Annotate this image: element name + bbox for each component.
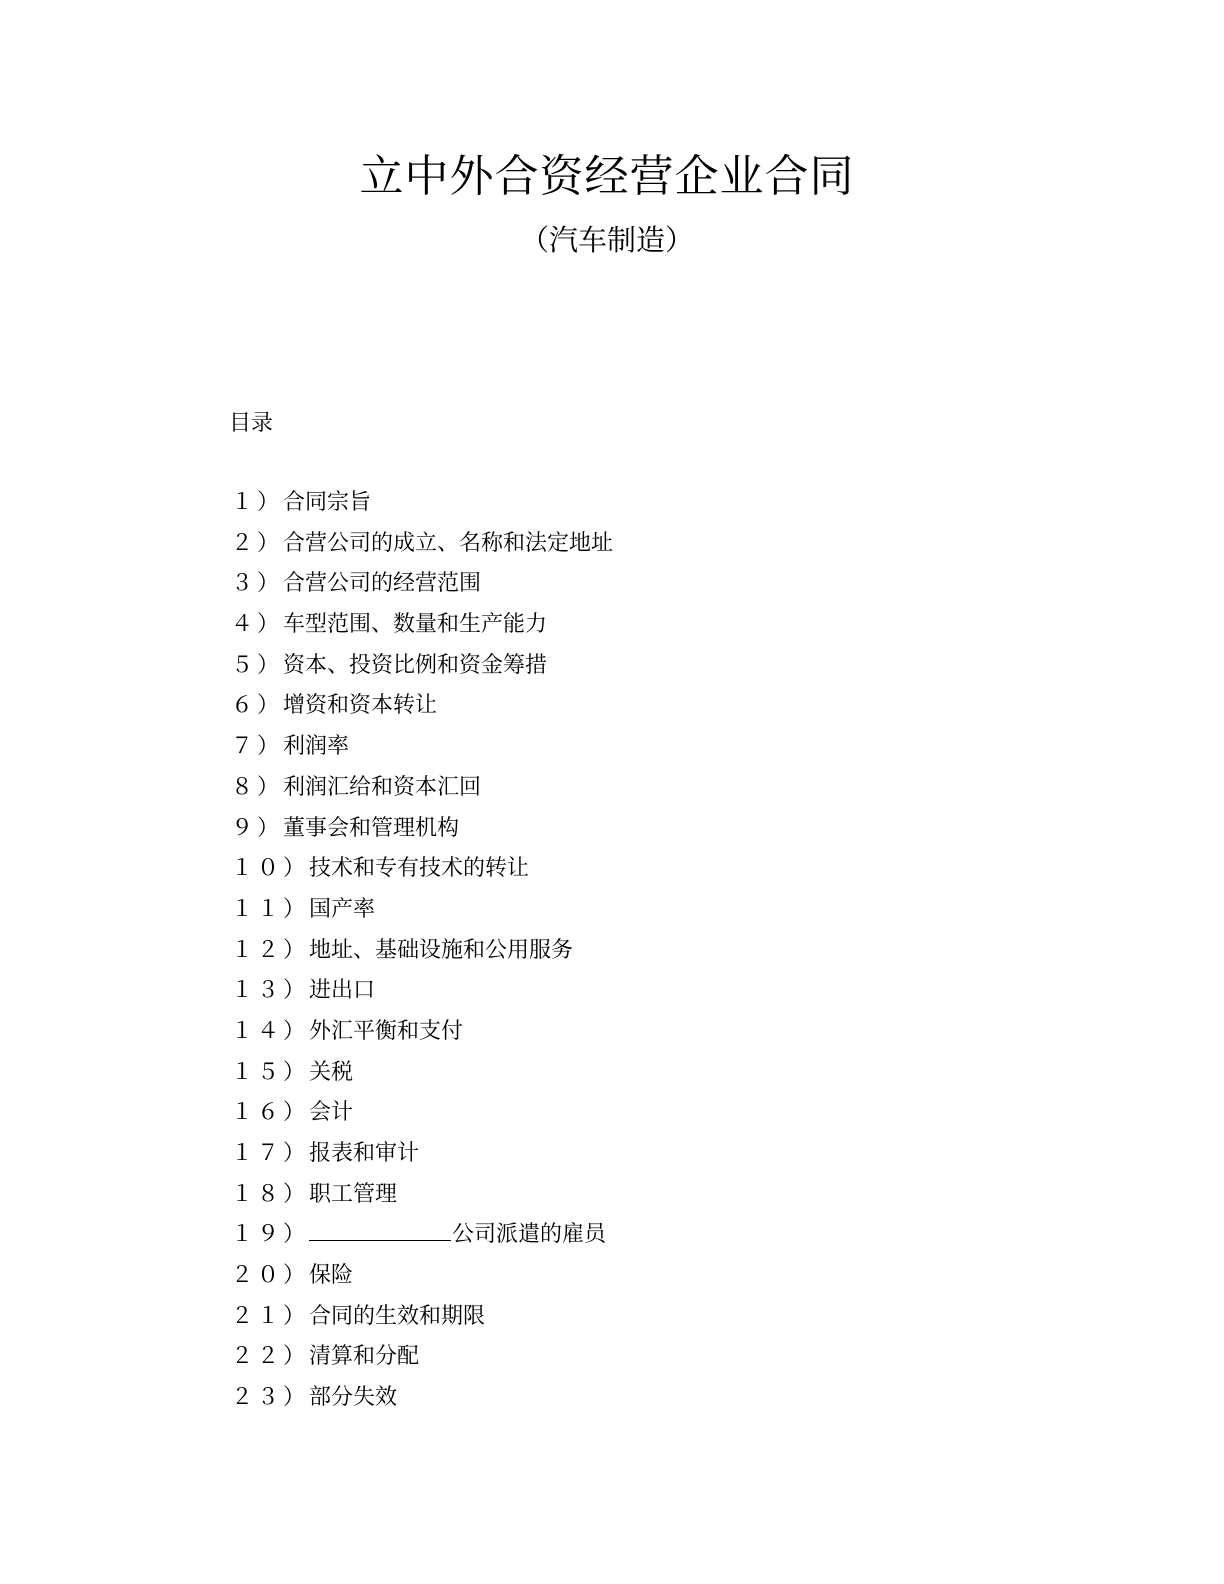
toc-item-number: ２１） xyxy=(231,1303,310,1329)
toc-item-label: 部分失效 xyxy=(309,1385,398,1411)
toc-item-number: １２） xyxy=(231,937,310,963)
toc-item xyxy=(231,529,613,570)
toc-item-label: 进出口 xyxy=(309,978,376,1004)
toc-item xyxy=(231,732,613,773)
toc-item xyxy=(231,814,613,855)
toc-item xyxy=(231,1180,613,1221)
toc-item xyxy=(231,1017,613,1058)
toc-item-label: 地址、基础设施和公用服务 xyxy=(309,937,574,963)
toc-item-label: 国产率 xyxy=(309,896,376,922)
toc-item xyxy=(231,1261,613,1302)
toc-item-label: 技术和专有技术的转让 xyxy=(309,856,530,882)
toc-item xyxy=(231,1139,613,1180)
toc-item-label: 关税 xyxy=(309,1059,354,1085)
toc-item-number: １４） xyxy=(231,1018,310,1044)
toc-item-number: ２） xyxy=(231,530,284,556)
toc-heading: 目录 xyxy=(229,411,274,436)
toc-item xyxy=(231,773,613,814)
toc-item xyxy=(231,1342,613,1383)
toc-item-number: ８） xyxy=(231,774,284,800)
toc-item-label: 报表和审计 xyxy=(309,1141,420,1166)
toc-item-number: １７） xyxy=(231,1141,310,1166)
toc-item xyxy=(231,1383,613,1424)
toc-item xyxy=(231,1302,613,1343)
toc-item-number: ５） xyxy=(231,652,284,678)
toc-item-number: １５） xyxy=(231,1059,310,1085)
toc-item xyxy=(231,569,613,610)
toc-item xyxy=(231,976,613,1017)
toc-item-label: 资本、投资比例和资金筹措 xyxy=(283,652,548,678)
toc-item-label: 增资和资本转让 xyxy=(283,693,438,719)
document-title: 立中外合资经营企业合同 xyxy=(359,151,855,202)
toc-item-number: １１） xyxy=(231,896,310,922)
toc-item xyxy=(231,488,613,529)
toc-item-label: 合同宗旨 xyxy=(283,490,372,515)
toc-item-number: １８） xyxy=(231,1181,310,1207)
toc-item xyxy=(231,691,613,732)
toc-item-number: ４） xyxy=(231,612,284,638)
toc-item-number: ３） xyxy=(231,571,284,597)
toc-item xyxy=(231,1058,613,1099)
toc-item-number: １） xyxy=(231,490,284,515)
document-subtitle: （汽车制造） xyxy=(519,223,694,257)
toc-item xyxy=(231,1098,613,1139)
toc-item-label: 利润率 xyxy=(283,734,350,760)
toc-item-label: 车型范围、数量和生产能力 xyxy=(283,612,548,638)
toc-item-number: １３） xyxy=(231,978,310,1004)
toc-item-number: １９） xyxy=(231,1222,310,1248)
toc-item-number: １０） xyxy=(231,856,310,882)
toc-item xyxy=(231,651,613,692)
toc-item-number: ２０） xyxy=(231,1263,310,1289)
toc-item-number: １６） xyxy=(231,1100,310,1126)
toc-item-number: ２２） xyxy=(231,1344,310,1370)
toc-item-number: ６） xyxy=(231,693,284,719)
toc-item-number: ２３） xyxy=(231,1385,310,1411)
toc-item-number: ７） xyxy=(231,734,284,760)
toc-item-label: 会计 xyxy=(309,1100,354,1126)
toc-item xyxy=(231,610,613,651)
toc-item-label: 外汇平衡和支付 xyxy=(309,1018,464,1044)
toc-item-label: 合营公司的成立、名称和法定地址 xyxy=(283,530,614,556)
table-of-contents xyxy=(231,488,613,1424)
toc-item-label: 利润汇给和资本汇回 xyxy=(283,774,482,800)
toc-item-label: 合同的生效和期限 xyxy=(309,1303,486,1329)
toc-item-label: 公司派遣的雇员 xyxy=(452,1222,607,1248)
toc-item xyxy=(231,895,613,936)
toc-item xyxy=(231,936,613,977)
toc-item-label: 保险 xyxy=(309,1263,354,1289)
toc-item-label: 合营公司的经营范围 xyxy=(283,571,482,597)
toc-item-label: 董事会和管理机构 xyxy=(283,815,460,841)
toc-item xyxy=(231,854,613,895)
fill-in-blank xyxy=(309,1220,451,1241)
toc-item-label: 职工管理 xyxy=(309,1181,398,1207)
toc-item xyxy=(231,1220,613,1261)
toc-item-label: 清算和分配 xyxy=(309,1344,420,1370)
toc-item-number: ９） xyxy=(231,815,284,841)
